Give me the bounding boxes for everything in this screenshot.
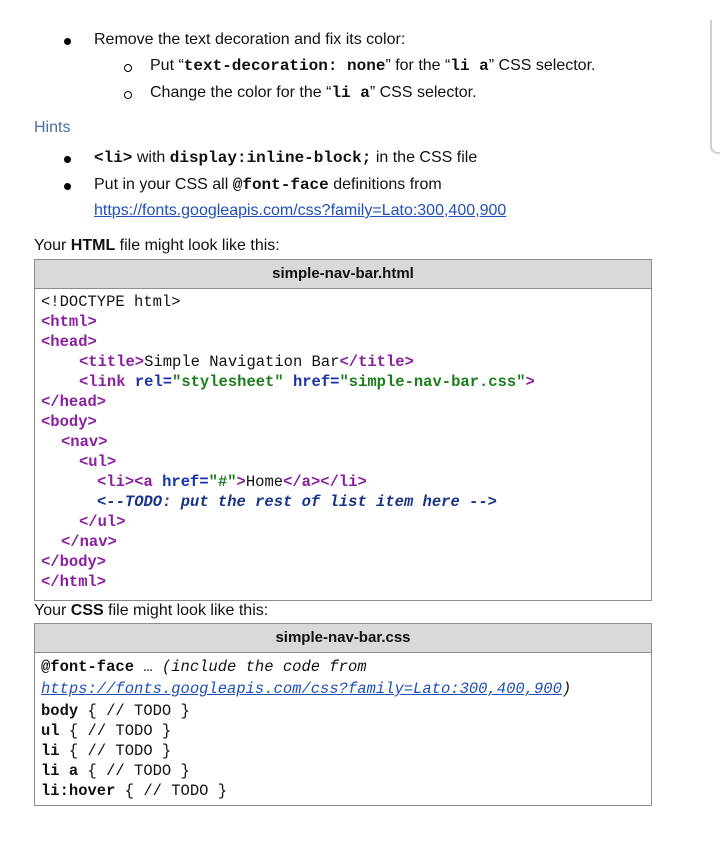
- code-line: [41, 680, 571, 698]
- bullet-dot: [64, 183, 71, 190]
- code-token: …: [134, 658, 162, 676]
- hints-heading: Hints: [34, 119, 71, 136]
- code-token: </title>: [339, 353, 414, 371]
- bullet-text: Remove the text decoration and fix its color:: [94, 31, 406, 48]
- code-line: [41, 762, 190, 780]
- code-line: <!DOCTYPE html>: [41, 293, 181, 311]
- code-line: [41, 702, 190, 720]
- code-line: </ul>: [79, 513, 126, 531]
- code-token: "#": [208, 473, 237, 491]
- text: Put “: [150, 57, 184, 74]
- hint-font-face: [94, 176, 442, 194]
- html-file-title: simple-nav-bar.html: [35, 260, 651, 289]
- code-token: ): [561, 680, 572, 698]
- text: file might look like this:: [103, 602, 269, 619]
- html-intro: [34, 237, 280, 255]
- inline-code: li a: [450, 57, 489, 75]
- inline-code: <li>: [94, 149, 133, 167]
- code-line: <ul>: [79, 453, 117, 471]
- css-intro: [34, 602, 268, 620]
- code-token: "stylesheet": [172, 373, 284, 391]
- code-token: rel=: [134, 373, 173, 391]
- code-line: [41, 742, 171, 760]
- code-token: >: [525, 373, 535, 391]
- code-token: { // TODO }: [59, 742, 172, 760]
- text: Your: [34, 602, 71, 619]
- code-token: { // TODO }: [78, 702, 190, 720]
- code-token: <link: [79, 373, 135, 391]
- scroll-edge-indicator[interactable]: [710, 20, 720, 154]
- sub-bullet-text-decoration: [150, 57, 595, 75]
- text: ” CSS selector.: [488, 57, 596, 74]
- inline-code: text-decoration: none: [183, 57, 386, 75]
- inline-code: display:inline-block;: [169, 149, 372, 167]
- sub-bullet-circle: [124, 91, 132, 99]
- text: Put in your CSS all: [94, 176, 233, 193]
- text: definitions from: [328, 176, 442, 193]
- code-token: { // TODO }: [115, 782, 228, 800]
- code-token: ul: [41, 722, 60, 740]
- code-token: (include the code from: [161, 658, 367, 676]
- code-token: >: [236, 473, 246, 491]
- inline-code: li a: [331, 84, 370, 102]
- code-token: "simple-nav-bar.css": [339, 373, 526, 391]
- google-fonts-link[interactable]: https://fonts.googleapis.com/css?family=Lato:300,400,900: [94, 202, 507, 219]
- code-line: <body>: [41, 413, 97, 431]
- text: Change the color for the “: [150, 84, 332, 101]
- hint-inline-block: [94, 149, 477, 167]
- code-line: [41, 782, 227, 800]
- code-token: Simple Navigation Bar: [144, 353, 340, 371]
- code-token: { // TODO }: [59, 722, 172, 740]
- code-line: <head>: [41, 333, 97, 351]
- css-file-title: simple-nav-bar.css: [35, 624, 651, 653]
- code-line: </body>: [41, 553, 107, 571]
- code-line: [41, 658, 367, 676]
- code-comment: <--TODO: put the rest of list item here -->: [97, 493, 497, 511]
- sub-bullet-color: [150, 84, 477, 102]
- code-token: li: [41, 742, 60, 760]
- code-token: <title>: [79, 353, 145, 371]
- code-token: </a></li>: [283, 473, 367, 491]
- text: file might look like this:: [115, 237, 280, 254]
- text: in the CSS file: [371, 149, 478, 166]
- bullet-dot: [64, 156, 71, 163]
- code-token: <li><a: [97, 473, 163, 491]
- code-line: </nav>: [61, 533, 117, 551]
- text: CSS: [70, 602, 104, 619]
- code-line: </html>: [41, 573, 107, 591]
- html-code-box: [34, 259, 652, 601]
- code-token: li a: [41, 762, 79, 780]
- code-token: @font-face: [41, 658, 135, 676]
- code-line: </head>: [41, 393, 107, 411]
- sub-bullet-circle: [124, 64, 132, 72]
- code-token: body: [41, 702, 79, 720]
- code-token: href=: [283, 373, 340, 391]
- text: with: [132, 149, 170, 166]
- code-token: li:hover: [41, 782, 116, 800]
- css-code-link[interactable]: https://fonts.googleapis.com/css?family=Lato:300,400,900: [41, 680, 562, 698]
- text: HTML: [70, 237, 116, 254]
- bullet-dot: [64, 38, 71, 45]
- code-line: [41, 722, 171, 740]
- text: ” for the “: [385, 57, 451, 74]
- css-code-box: [34, 623, 652, 806]
- code-line: [79, 353, 414, 371]
- code-line: <html>: [41, 313, 97, 331]
- code-line: [79, 373, 535, 391]
- text: ” CSS selector.: [369, 84, 477, 101]
- code-token: href=: [162, 473, 209, 491]
- text: Your: [34, 237, 71, 254]
- code-token: { // TODO }: [78, 762, 190, 780]
- code-line: [97, 473, 367, 491]
- inline-code: @font-face: [232, 176, 329, 194]
- code-token: Home: [245, 473, 284, 491]
- code-line: <nav>: [61, 433, 108, 451]
